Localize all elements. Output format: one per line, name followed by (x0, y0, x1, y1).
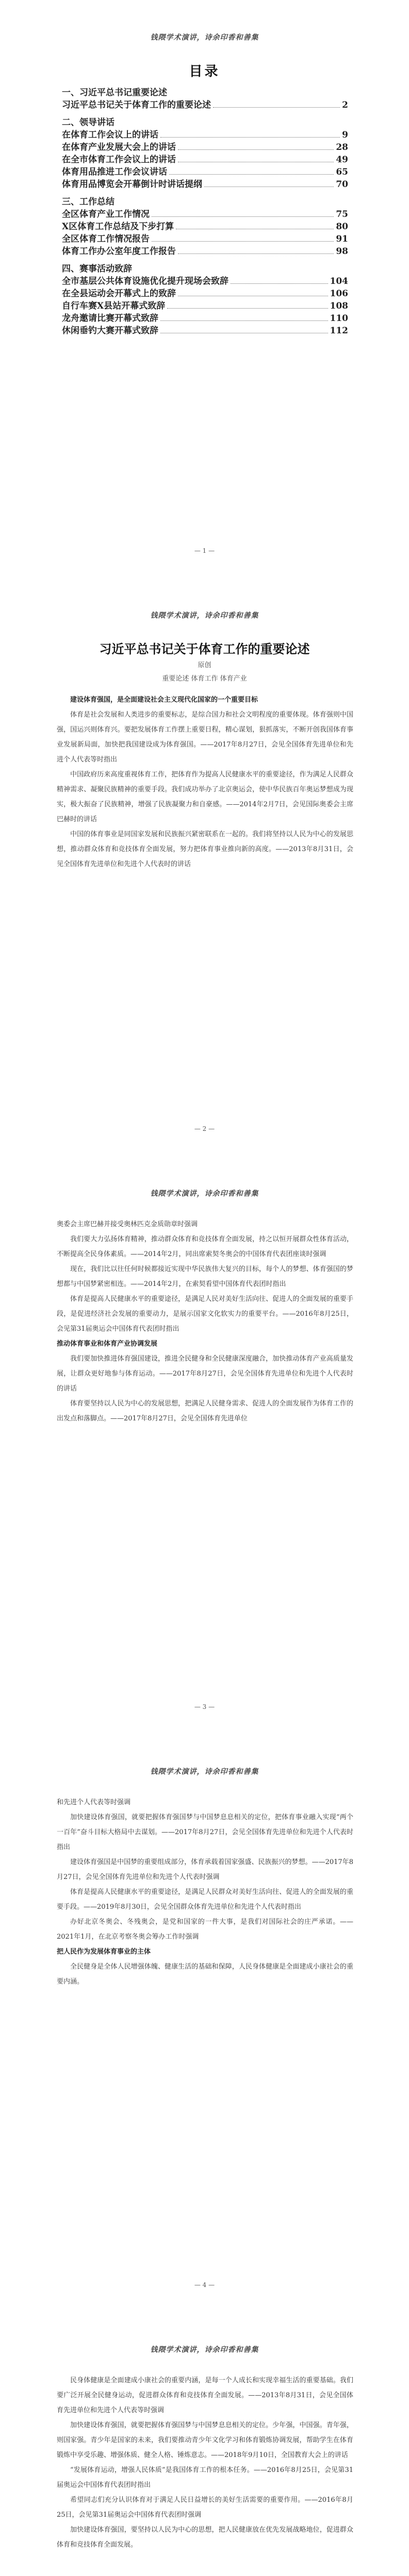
toc-entry-title: 在体育工作会议上的讲话 (62, 130, 158, 140)
toc-leader-dots (176, 221, 334, 229)
page-1 (0, 0, 409, 578)
page-number: — 3 — (194, 1703, 215, 1710)
section-heading: 建设体育强国，是全面建设社会主义现代化国家的一个重要目标 (70, 696, 258, 704)
paragraph: 办好北京冬奥会、冬残奥会，是党和国家的一件大事，是我们对国际社会的庄严承诺。——2021年1月，在北京考察冬奥会筹办工作时强调 (57, 1918, 353, 1941)
toc-entry-page: 49 (336, 155, 348, 165)
toc-entry[interactable] (62, 325, 348, 337)
toc-entry[interactable] (62, 275, 348, 287)
paragraph: 和先进个人代表等时强调 (57, 1799, 131, 1806)
toc-entry-page: 112 (330, 326, 348, 336)
paragraph: 体育是提高人民健康水平的重要途径，是满足人民对美好生活向往、促进人的全面发展的重要手段，是促进经济社会发展的重要动力，是展示国家文化软实力的重要平台。——2016年8月25日，会见第31届奥运会中国体育代表团时指出 (57, 1295, 353, 1333)
toc-entry[interactable] (62, 208, 348, 221)
toc-entry[interactable] (62, 178, 348, 191)
paragraph: 现在，我们比以往任何时候都接近实现中华民族伟大复兴的目标，每个人的梦想、体育强国的梦想都与中国梦紧密相连。——2014年2月，在索契看望中国体育代表团时指出 (57, 1265, 353, 1288)
page-header: 钱隈学术演讲，诗余印香和善集 (150, 2346, 259, 2354)
toc-entry[interactable] (62, 166, 348, 178)
toc-section-heading: 四、赛事活动致辞 (62, 264, 132, 274)
toc-entry-page: 98 (336, 246, 348, 257)
toc-entry-title: 在体育产业发展大会上的讲话 (62, 142, 176, 152)
paragraph: 我们要加快推进体育强国建设，推进全民健身和全民健康深度融合，加快推动体育产业高质量发展，让群众更好地参与体育运动。——2017年8月27日，会见全国体育先进单位和先进个人代表时的讲话 (57, 1355, 353, 1393)
toc-section-heading: 一、习近平总书记重要论述 (62, 88, 167, 98)
toc-entry[interactable] (62, 245, 348, 258)
page-3 (0, 1156, 409, 1734)
article-title: 习近平总书记关于体育工作的重要论述 (99, 641, 310, 656)
section-heading: 把人民作为发展体育事业的主体 (57, 1948, 151, 1956)
page-header: 钱隈学术演讲，诗余印香和善集 (150, 1768, 259, 1776)
toc-leader-dots (178, 141, 334, 150)
paragraph: 加快建设体育强国，要坚持以人民为中心的思想，把人民健康放在优先发展战略地位，促进群众体育和竞技体育全面发展。 (57, 2526, 353, 2549)
toc-leader-dots (213, 99, 340, 108)
toc-entry-page: 104 (330, 276, 348, 286)
paragraph: 体育要坚持以人民为中心的发展思想，把满足人民健身需求、促进人的全面发展作为体育工作的出发点和落脚点。——2017年8月27日，会见全国体育先进单位 (57, 1400, 353, 1422)
page-header: 钱隈学术演讲，诗余印香和善集 (150, 33, 259, 42)
toc-leader-dots (178, 287, 328, 296)
toc-leader-dots (160, 129, 340, 138)
toc-leader-dots (178, 245, 334, 254)
paragraph: 体育是社会发展和人类进步的重要标志，是综合国力和社会文明程度的重要体现。体育强则中国强，国运兴则体育兴。要把发展体育工作摆上重要日程，精心谋划，狠抓落实，不断开创我国体育事业发展新局面，加快把我国建设成为体育强国。——2017年8月27日，会见全国体育先进单位和先进个人代表等时指出 (57, 711, 353, 764)
page-number: — 1 — (194, 547, 215, 554)
toc-entry-page: 9 (342, 130, 348, 140)
article-source: 原创 (198, 662, 211, 669)
toc-leader-dots (152, 233, 334, 242)
paragraph: 中国的体育事业是同国家发展和民族振兴紧密联系在一起的。我们将坚持以人民为中心的发展思想，推动群众体育和竞技体育全面发展，努力把体育事业推向新的高度。——2013年8月31日，会见全国体育先进单位和先进个人代表时的讲话 (57, 831, 353, 868)
toc-entry[interactable] (62, 233, 348, 245)
paragraph: 加快建设体育强国，就要把握体育强国梦与中国梦息息相关的定位，把体育事业融入实现“两个一百年”奋斗目标大格局中去谋划。——2017年8月27日，会见全国体育先进单位和先进个人代表时指出 (57, 1814, 353, 1851)
toc-entry-title: 休闲垂钓大赛开幕式致辞 (62, 326, 158, 336)
toc-entry-page: 75 (336, 209, 348, 219)
toc-entry-title: 龙舟邀请比赛开幕式致辞 (62, 313, 158, 324)
toc-entry[interactable] (62, 300, 348, 312)
article-keywords: 重要论述 体育工作 体育产业 (162, 675, 247, 683)
toc-leader-dots (178, 154, 334, 162)
page-5 (0, 2312, 409, 2576)
paragraph: 希望同志们充分认识体育对于满足人民日益增长的美好生活需要的重要作用。——2016年8月25日，会见第31届奥运会中国体育代表团时强调 (57, 2496, 353, 2519)
toc-entry-page: 80 (336, 222, 348, 232)
toc-entry-title: 习近平总书记关于体育工作的重要论述 (62, 100, 211, 110)
toc-leader-dots (160, 312, 328, 321)
toc-gap (62, 258, 348, 263)
paragraph: 全民健身是全体人民增强体魄、健康生活的基础和保障，人民身体健康是全面建成小康社会的重要内涵。 (57, 1963, 353, 1986)
toc-entry-title: 在全县运动会开幕式上的致辞 (62, 289, 176, 299)
toc-entry-page: 28 (336, 142, 348, 152)
toc-gap (62, 111, 348, 116)
toc-leader-dots (204, 178, 334, 187)
toc-entry[interactable] (62, 287, 348, 300)
paragraph: 奥委会主席巴赫并接受奥林匹克金质勋章时强调 (57, 1221, 198, 1228)
toc-entry[interactable] (62, 221, 348, 233)
paragraph: 体育是提高人民健康水平的重要途径，是满足人民群众对美好生活向往、促进人的全面发展的重要手段。——2019年8月30日，会见全国群众体育先进单位和先进个人代表时指出 (57, 1888, 353, 1911)
toc-entry-page: 91 (336, 234, 348, 244)
toc-gap (62, 191, 348, 196)
toc-entry-title: 自行车赛X县站开幕式致辞 (62, 301, 166, 311)
toc-entry-title: 全区体育产业工作情况 (62, 209, 150, 219)
page-number: — 2 — (194, 1125, 215, 1132)
paragraph: “发展体育运动，增强人民体质”是我国体育工作的根本任务。——2016年8月25日，会见第31届奥运会中国体育代表团时指出 (57, 2466, 353, 2489)
toc-entry-title: 体育用品博览会开幕倒计时讲话提纲 (62, 179, 202, 190)
page-header: 钱隈学术演讲，诗余印香和善集 (150, 1190, 259, 1198)
toc-entry[interactable] (62, 99, 348, 111)
toc-leader-dots (152, 208, 334, 217)
toc-entry-title: 体育用品推进工作会议讲话 (62, 167, 167, 177)
article-body (57, 1795, 353, 1989)
toc-leader-dots (160, 325, 328, 333)
toc-section-heading: 二、领导讲话 (62, 117, 114, 128)
toc-entry[interactable] (62, 312, 348, 325)
table-of-contents (62, 87, 348, 337)
page-4 (0, 1734, 409, 2312)
toc-entry-page: 2 (342, 100, 348, 110)
article-body (57, 2373, 353, 2552)
page-header: 钱隈学术演讲，诗余印香和善集 (150, 612, 259, 620)
paragraph: 建设体育强国是中国梦的重要组成部分，体育承载着国家强盛、民族振兴的梦想。——2017年8月27日，会见全国体育先进单位和先进个人代表时强调 (57, 1858, 353, 1881)
paragraph: 民身体健康是全面建成小康社会的重要内涵，是每一个人成长和实现幸福生活的重要基础。我们要广泛开展全民健身运动，促进群众体育和竞技体育全面发展。——2013年8月31日，会见全国体育先进单位和先进个人代表等时强调 (57, 2377, 353, 2414)
paragraph: 加快建设体育强国，就要把握体育强国梦与中国梦息息相关的定位。少年强，中国强。青年强，则国家强。青少年是国家的未来，我们要推动青少年文化学习和体育锻炼协调发展，帮助学生在体育锻炼中享受乐趣、增强体质、健全人格、锤炼意志。——2018年9月10日，全国教育大会上的讲话 (57, 2421, 353, 2459)
toc-leader-dots (231, 275, 328, 284)
toc-entry-title: 全区体育工作情况报告 (62, 234, 150, 244)
toc-leader-dots (169, 166, 334, 175)
toc-section-heading: 三、工作总结 (62, 197, 114, 207)
toc-entry-title: 在全市体育工作会议上的讲话 (62, 155, 176, 165)
paragraph: 我们要大力弘扬体育精神，推动群众体育和竞技体育全面发展，持之以恒开展群众性体育活动，不断提高全民身体素质。——2014年2月，同出席索契冬奥会的中国体育代表团座谈时强调 (57, 1235, 353, 1258)
section-heading: 推动体育事业和体育产业协调发展 (57, 1340, 158, 1348)
toc-entry-page: 65 (336, 167, 348, 177)
paragraph: 中国政府历来高度重视体育工作，把体育作为提高人民健康水平的重要途径，作为满足人民群众精神需求、凝聚民族精神的重要手段。我们成功举办了北京奥运会，使中华民族百年奥运梦想成为现实，极大振奋了民族精神，增强了民族凝聚力和自豪感。——2014年2月7日，会见国际奥委会主席巴赫时的讲话 (57, 771, 353, 823)
article-body (57, 1217, 353, 1426)
toc-entry[interactable] (62, 154, 348, 166)
toc-entry-page: 70 (336, 179, 348, 190)
toc-entry[interactable] (62, 129, 348, 141)
toc-entry[interactable] (62, 141, 348, 154)
toc-entry-page: 110 (330, 313, 348, 324)
toc-title: 目录 (189, 64, 220, 79)
page-number: — 4 — (194, 2281, 215, 2289)
page-2 (0, 578, 409, 1156)
toc-entry-page: 108 (330, 301, 348, 311)
article-body (57, 692, 353, 872)
toc-leader-dots (167, 300, 328, 309)
toc-entry-page: 106 (330, 289, 348, 299)
toc-entry-title: 全市基层公共体育设施优化提升现场会致辞 (62, 276, 228, 286)
toc-entry-title: 体育工作办公室年度工作报告 (62, 246, 176, 257)
toc-entry-title: X区体育工作总结及下步打算 (62, 222, 174, 232)
